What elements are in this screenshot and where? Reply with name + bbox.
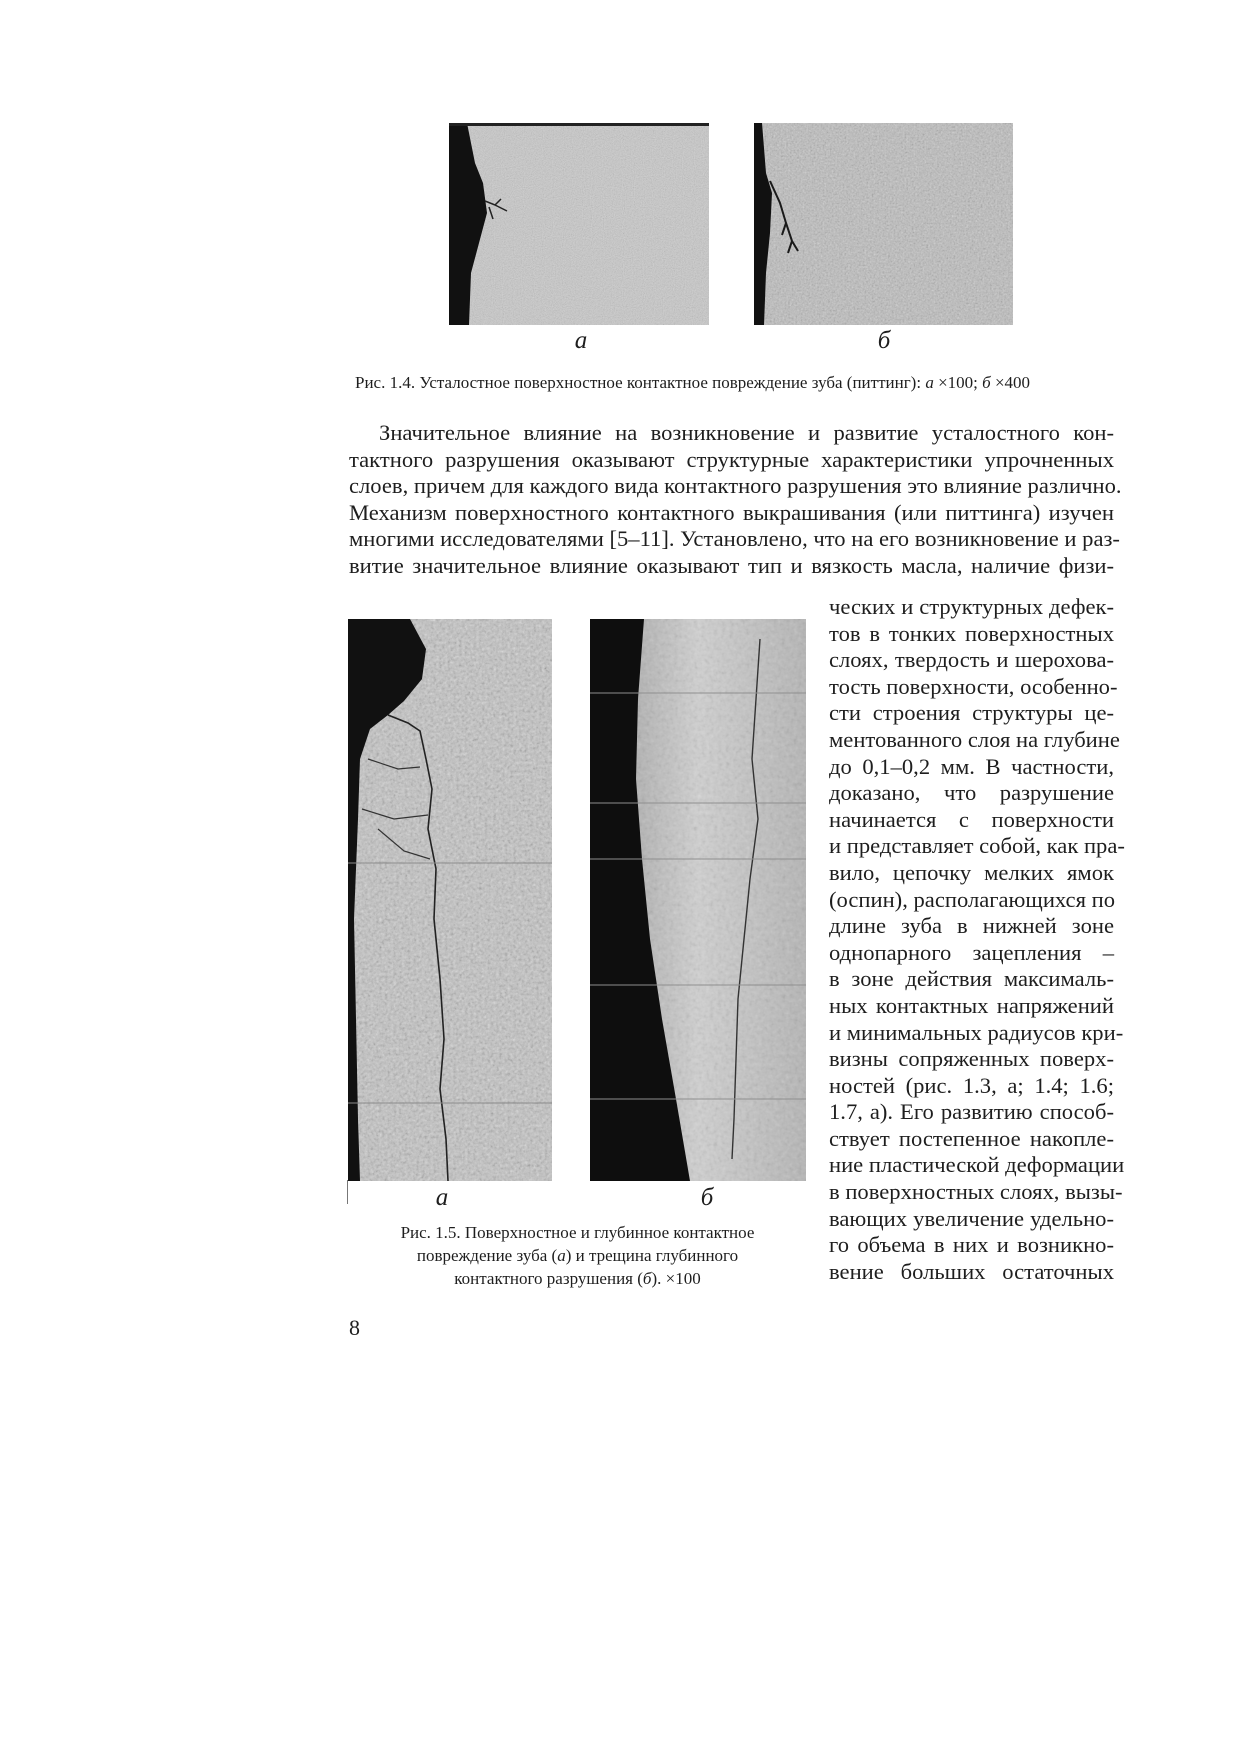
figure-1-4-photo-a xyxy=(449,123,709,325)
text-line: вающих увеличение удельно- xyxy=(829,1205,1114,1231)
text-line: ностей (рис. 1.3, а; 1.4; 1.6; xyxy=(829,1072,1114,1098)
text-line: Значительное влияние на возникновение и развитие усталостного кон- xyxy=(379,420,1114,445)
figure-1-4-caption: Рис. 1.4. Усталостное поверхностное контактное повреждение зуба (питтинг): а ×100; б ×400 xyxy=(355,373,1031,392)
text-line: 1.7, а). Его развитию способ- xyxy=(829,1099,1114,1125)
text-line: ческих и структурных дефек- xyxy=(829,594,1114,619)
text-line: до 0,1–0,2 мм. В частности, xyxy=(829,753,1114,779)
text-line: доказано, что разрушение xyxy=(829,780,1114,806)
text-line: (оспин), располагающихся по xyxy=(829,886,1116,912)
body-paragraph-right xyxy=(829,594,1125,1285)
text-line: ных контактных напряжений xyxy=(829,992,1114,1018)
text-line: Механизм поверхностного контактного выкрашивания (или питтинга) изучен xyxy=(349,499,1114,525)
text-line: го объема в них и возникно- xyxy=(829,1232,1114,1258)
text-line: длине зуба в нижней зоне xyxy=(829,913,1114,939)
figure-1-5-label-b: б xyxy=(700,1184,714,1211)
text-line: витие значительное влияние оказывают тип и вязкость масла, наличие физи- xyxy=(349,552,1114,578)
text-line: ствует постепенное накопле- xyxy=(829,1125,1114,1151)
text-line: ние пластической деформации xyxy=(829,1152,1125,1178)
figure-1-5-label-a: а xyxy=(435,1184,449,1211)
text-line: вило, цепочку мелких ямок xyxy=(829,859,1114,885)
text-line: многими исследователями [5–11]. Установлено, что на его возникновение и раз- xyxy=(349,526,1120,552)
figure-1-4-photo-b xyxy=(754,123,1013,325)
body-paragraph-top xyxy=(349,420,1122,580)
text-line: визны сопряженных поверх- xyxy=(829,1046,1114,1072)
text-line: тость поверхности, особенно- xyxy=(829,673,1118,699)
text-line: тов в тонких поверхностных xyxy=(829,620,1114,646)
page-number: 8 xyxy=(349,1315,360,1340)
text-line: сти строения структуры це- xyxy=(829,700,1114,726)
text-line: однопарного зацепления – xyxy=(829,939,1114,965)
text-line: и представляет собой, как пра- xyxy=(829,833,1125,859)
text-line: в поверхностных слоях, вызы- xyxy=(829,1179,1123,1205)
figure-1-5-frame-line xyxy=(347,1180,348,1204)
text-line: слоев, причем для каждого вида контактного разрушения это влияние различно. xyxy=(349,473,1122,499)
text-line: тактного разрушения оказывают структурные характеристики упрочненных xyxy=(349,446,1114,472)
figure-1-5-photo-b xyxy=(590,619,806,1181)
text-line: в зоне действия максималь- xyxy=(829,966,1114,992)
text-line: начинается с поверхности xyxy=(829,806,1114,832)
text-line: вение больших остаточных xyxy=(829,1258,1114,1284)
figure-1-5-photo-a xyxy=(348,619,552,1181)
figure-1-4-label-a: а xyxy=(574,327,588,354)
figure-1-5-caption: Рис. 1.5. Поверхностное и глубинное контактное повреждение зуба (а) и трещина глубинного контактного разрушения (б). ×100 xyxy=(400,1223,755,1288)
text-line: и минимальных радиусов кри- xyxy=(829,1019,1124,1045)
text-line: ментованного слоя на глубине xyxy=(829,726,1120,752)
figure-1-4-label-b: б xyxy=(877,327,891,354)
text-line: слоях, твердость и шерохова- xyxy=(829,647,1114,673)
